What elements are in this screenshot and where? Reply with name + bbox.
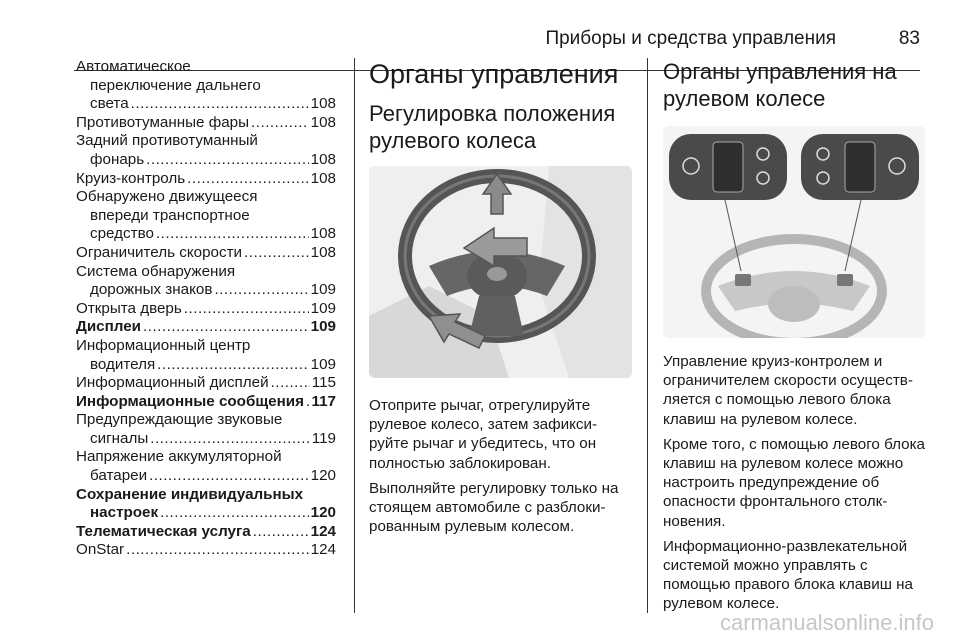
toc-page-number: 109 bbox=[310, 355, 336, 373]
toc-page-number: 120 bbox=[310, 467, 336, 485]
toc-line bbox=[76, 411, 336, 430]
toc-leader-dots bbox=[150, 430, 310, 449]
toc-line bbox=[76, 188, 336, 207]
toc-page-number: 108 bbox=[310, 150, 336, 168]
toc-entry[interactable] bbox=[76, 411, 336, 448]
toc-line bbox=[76, 263, 336, 282]
subsection-title: Регулировка положения рулевого колеса bbox=[369, 101, 616, 153]
toc-line bbox=[76, 486, 336, 505]
toc-entry[interactable] bbox=[76, 300, 336, 319]
toc-leader-dots bbox=[131, 95, 309, 114]
toc-text: Противотуманные фары bbox=[76, 113, 250, 131]
toc-page-number: 109 bbox=[310, 299, 336, 317]
toc-line bbox=[76, 523, 336, 542]
toc-line bbox=[76, 114, 336, 133]
toc-text: Сохранение индивидуальных bbox=[76, 485, 304, 503]
toc-text: Предупреждающие звуковые bbox=[76, 411, 283, 429]
toc-text: настроек bbox=[90, 504, 159, 522]
toc-text: света bbox=[90, 95, 129, 113]
toc-text: Напряжение аккумуляторной bbox=[76, 448, 282, 466]
steering-wheel-adjustment-figure bbox=[369, 166, 632, 378]
toc-text: Задний противотуманный bbox=[76, 132, 258, 150]
toc-page-number: 108 bbox=[310, 225, 336, 243]
toc-entry[interactable] bbox=[76, 188, 336, 244]
toc-line bbox=[76, 374, 336, 393]
toc-line bbox=[76, 244, 336, 263]
toc-line bbox=[76, 132, 336, 151]
toc-line bbox=[76, 337, 336, 356]
toc-entry[interactable] bbox=[76, 318, 336, 337]
toc-text: OnStar bbox=[76, 541, 125, 559]
toc-page-number: 109 bbox=[310, 281, 336, 299]
toc-line bbox=[76, 281, 336, 300]
toc-leader-dots bbox=[160, 504, 309, 523]
paragraph-2: Кроме того, с помощью левого блока клавиш на рулевом колесе можно настроить предупреждение об опасности фронтального столк-новения. bbox=[663, 435, 926, 530]
toc-leader-dots bbox=[214, 281, 308, 300]
toc-text: водителя bbox=[90, 355, 156, 373]
toc-line bbox=[76, 58, 336, 77]
toc-leader-dots bbox=[149, 467, 309, 486]
toc-text: Круиз-контроль bbox=[76, 169, 186, 187]
toc-leader-dots bbox=[184, 300, 309, 319]
toc-leader-dots bbox=[251, 114, 309, 133]
toc-text: Телематическая услуга bbox=[76, 522, 251, 540]
toc-line bbox=[76, 356, 336, 375]
toc-text: Информационный дисплей bbox=[76, 374, 269, 392]
toc-text: Автоматическое bbox=[76, 58, 191, 75]
page-number: 83 bbox=[898, 28, 920, 49]
section-controls bbox=[369, 58, 633, 542]
toc-line bbox=[76, 300, 336, 319]
toc-page-number: 120 bbox=[310, 504, 336, 522]
toc-page-number: 108 bbox=[310, 95, 336, 113]
toc-entry[interactable] bbox=[76, 132, 336, 169]
toc-page-number: 115 bbox=[311, 374, 336, 392]
toc-leader-dots bbox=[157, 356, 308, 375]
toc-entry[interactable] bbox=[76, 374, 336, 393]
toc-leader-dots bbox=[143, 318, 309, 337]
toc-line bbox=[76, 207, 336, 226]
toc-leader-dots bbox=[271, 374, 310, 393]
toc-text: дорожных знаков bbox=[90, 281, 213, 299]
toc-entry[interactable] bbox=[76, 486, 336, 523]
toc-text: переключение дальнего bbox=[90, 76, 261, 94]
toc-line bbox=[76, 393, 336, 412]
column-divider-2 bbox=[647, 58, 648, 613]
toc-entry[interactable] bbox=[76, 114, 336, 133]
toc-text: Обнаружено движущееся bbox=[76, 188, 258, 206]
toc-line bbox=[76, 151, 336, 170]
section-title: Органы управления на рулевом колесе bbox=[663, 59, 897, 111]
toc-page-number: 109 bbox=[310, 318, 336, 336]
header-title: Приборы и средства управления bbox=[545, 28, 836, 49]
section-wheel-controls bbox=[663, 58, 925, 620]
toc-entry[interactable] bbox=[76, 244, 336, 263]
toc-entry[interactable] bbox=[76, 58, 336, 114]
toc-text: впереди транспортное bbox=[90, 206, 250, 224]
toc-line bbox=[76, 430, 336, 449]
toc-line bbox=[76, 504, 336, 523]
paragraph-1: Отоприте рычаг, отрегулируйте рулевое колесо, затем зафикси-руйте рычаг и убедитесь, что он полностью заблокирован. bbox=[369, 397, 598, 472]
toc-entry[interactable] bbox=[76, 337, 336, 374]
toc-page-number: 124 bbox=[310, 541, 336, 559]
paragraph-2: Выполняйте регулировку только на стоящем автомобиле с разблоки-рованным рулевым колесом. bbox=[369, 479, 619, 536]
toc-page-number: 108 bbox=[310, 243, 336, 261]
toc-line bbox=[76, 95, 336, 114]
toc-leader-dots bbox=[156, 225, 309, 244]
toc-page-number: 108 bbox=[310, 169, 336, 187]
toc-page-number: 108 bbox=[310, 113, 336, 131]
toc-leader-dots bbox=[244, 244, 309, 263]
toc-entry[interactable] bbox=[76, 393, 336, 412]
toc-page-number: 119 bbox=[311, 429, 336, 447]
toc-leader-dots bbox=[126, 541, 309, 560]
section-title: Органы управления bbox=[369, 59, 619, 89]
toc-page-number: 117 bbox=[311, 392, 336, 410]
toc-text: сигналы bbox=[90, 429, 149, 447]
toc-entry[interactable] bbox=[76, 523, 336, 542]
toc-text: батареи bbox=[90, 467, 148, 485]
toc-line bbox=[76, 448, 336, 467]
toc-entry[interactable] bbox=[76, 448, 336, 485]
toc-text: фонарь bbox=[90, 150, 145, 168]
toc-text: Система обнаружения bbox=[76, 262, 236, 280]
toc-line bbox=[76, 225, 336, 244]
column-divider-1 bbox=[354, 58, 355, 613]
toc-text: Дисплеи bbox=[76, 318, 142, 336]
paragraph-3: Информационно-развлекательной системой можно управлять с помощью правого блока клавиш на рулевом колесе. bbox=[663, 537, 913, 613]
toc-text: Открыта дверь bbox=[76, 299, 182, 317]
toc-page-number: 124 bbox=[310, 522, 336, 540]
page-header bbox=[74, 22, 920, 52]
toc-leader-dots bbox=[253, 523, 309, 542]
toc-list bbox=[76, 58, 336, 560]
toc-leader-dots bbox=[146, 151, 309, 170]
toc-entry[interactable] bbox=[76, 541, 336, 560]
toc-line bbox=[76, 318, 336, 337]
toc-leader-dots bbox=[187, 170, 308, 189]
watermark: carmanualsonline.info bbox=[719, 610, 934, 635]
paragraph-1: Управление круиз-контролем и ограничителем скорости осуществ-ляется с помощью левого блока клавиш на рулевом колесе. bbox=[663, 353, 913, 428]
toc-line bbox=[76, 170, 336, 189]
toc-line bbox=[76, 77, 336, 96]
toc-line bbox=[76, 467, 336, 486]
toc-text: Информационные сообщения bbox=[76, 392, 304, 410]
toc-leader-dots bbox=[306, 393, 310, 412]
steering-wheel-buttons-figure bbox=[663, 126, 925, 338]
toc-entry[interactable] bbox=[76, 170, 336, 189]
toc-text: Ограничитель скорости bbox=[76, 243, 243, 261]
toc-text: средство bbox=[90, 225, 154, 243]
toc-entry[interactable] bbox=[76, 263, 336, 300]
toc-line bbox=[76, 541, 336, 560]
toc-text: Информационный центр bbox=[76, 336, 251, 354]
